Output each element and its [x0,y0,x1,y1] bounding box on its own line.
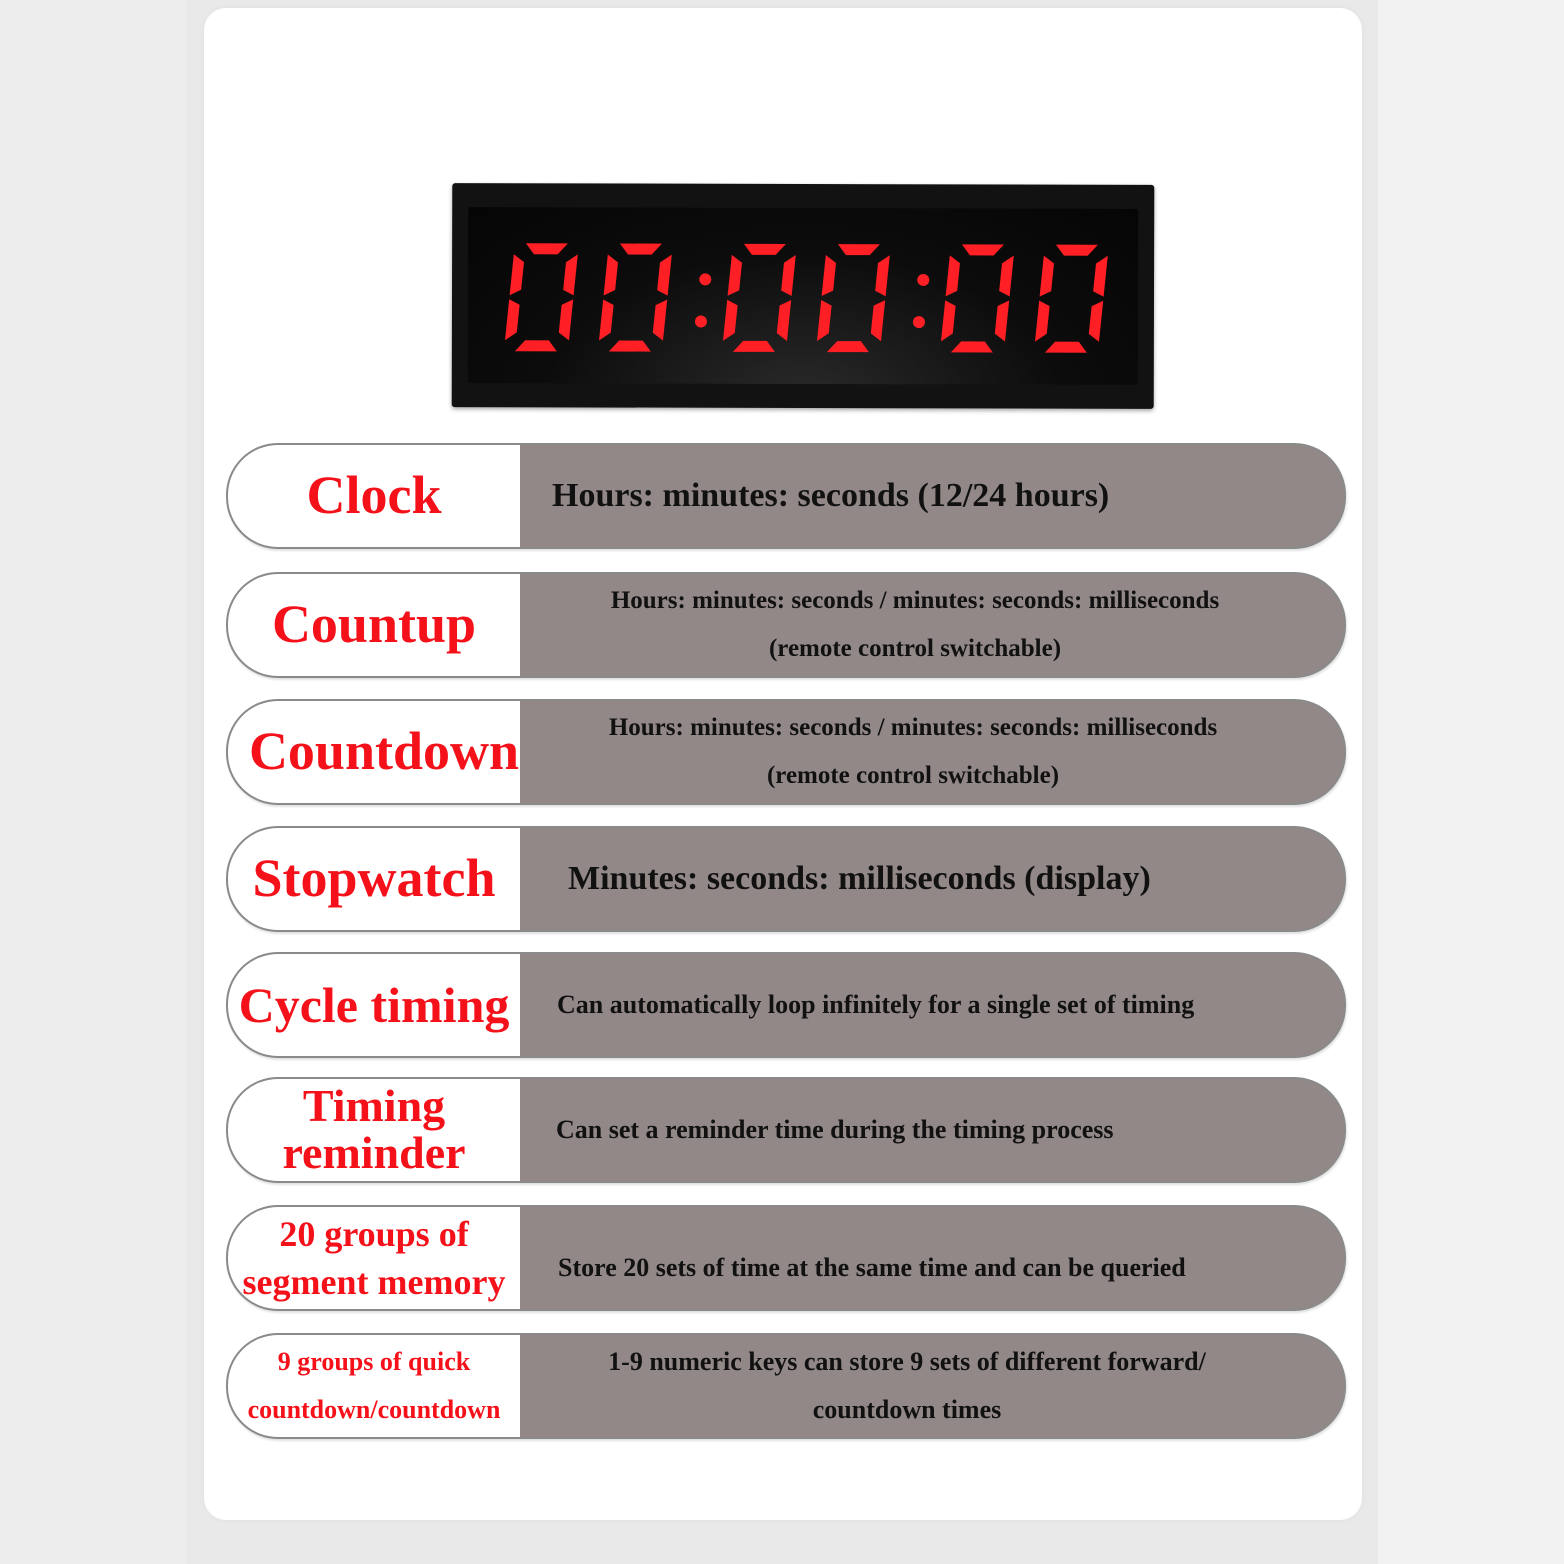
led-segment [1035,301,1050,342]
feature-row-segment-memory [226,1205,1346,1311]
feature-name: Cycle timing [238,976,510,1033]
led-segment [1045,342,1087,353]
led-segment [723,300,738,341]
feature-name-line: 9 groups of quick [277,1347,471,1376]
led-digit [723,244,796,352]
feature-name: Stopwatch [252,848,496,909]
colon-dot [699,273,711,285]
led-segment [599,299,614,340]
led-segment [1040,256,1054,297]
feature-name-line: 20 groups of [279,1214,469,1254]
feature-name-box [228,828,520,930]
led-segment [999,256,1014,297]
colon-dot [913,316,925,328]
led-segment [838,244,880,255]
feature-name: Countdown [248,721,520,782]
led-segment [871,300,885,341]
feature-description-text: Store 20 sets of time at the same time and can be queried [558,1253,1186,1282]
feature-name: Countup [271,594,477,655]
led-digit [1035,245,1108,353]
led-digit [599,243,672,351]
feature-name-box [228,574,520,676]
led-segment [657,255,672,296]
feature-pill [226,1077,1346,1183]
feature-description [520,701,1344,803]
led-segment [822,255,836,296]
led-digit [505,243,578,351]
feature-description-line: 1-9 numeric keys can store 9 sets of different forward/ [608,1347,1206,1376]
feature-name-line: countdown/countdown [247,1395,501,1424]
led-segment [515,340,557,351]
colon-dot [917,274,929,286]
led-segment [563,254,578,295]
colon-dot [695,315,707,327]
led-segment [781,255,796,296]
feature-description-line: Hours: minutes: seconds / minutes: seconds: milliseconds [610,587,1220,614]
background-left [0,0,186,1564]
feature-description-line: countdown times [812,1395,1002,1424]
led-segment [510,254,524,295]
feature-description-line: (remote control switchable) [766,762,1060,789]
led-segment [777,300,791,341]
led-segment [995,301,1009,342]
led-segment [1093,256,1108,297]
feature-name: Clock [306,465,442,526]
feature-description-text: Can automatically loop infinitely for a single set of timing [557,990,1195,1019]
feature-row-quick-countdown [226,1333,1346,1439]
feature-row-timing-reminder [226,1077,1346,1183]
feature-pill [226,699,1346,805]
feature-description [520,954,1344,1056]
led-segment [559,299,573,340]
feature-description [520,1079,1344,1181]
feature-description [520,1207,1344,1309]
feature-description-line: (remote control switchable) [768,635,1062,662]
feature-row-clock [226,443,1346,549]
feature-description-line: Hours: minutes: seconds / minutes: seconds: milliseconds [608,714,1218,741]
led-segment [875,255,890,296]
led-digit [941,244,1014,352]
feature-pill [226,826,1346,932]
led-segment [946,255,960,296]
feature-name-line: reminder [282,1127,466,1178]
feature-pill [226,443,1346,549]
feature-pill [226,572,1346,678]
led-segment [604,254,618,295]
feature-name-box [228,1335,520,1437]
feature-description-text: Minutes: seconds: milliseconds (display) [568,860,1151,897]
led-segment [609,340,651,351]
feature-description [520,828,1344,930]
feature-pill [226,952,1346,1058]
led-segment [1056,245,1098,256]
feature-row-countdown [226,699,1346,805]
feature-description [520,1335,1344,1437]
feature-description [520,445,1344,547]
led-segment [653,300,667,341]
feature-name-line: Timing [302,1080,446,1132]
feature-name-box [228,1079,520,1181]
feature-row-countup [226,572,1346,678]
feature-row-stopwatch [226,826,1346,932]
led-segment [620,244,662,255]
feature-pill [226,1205,1346,1311]
feature-name-box [228,701,520,803]
feature-name-box [228,1207,520,1309]
led-segment [733,341,775,352]
led-segment [1089,301,1103,342]
feature-description-text: Can set a reminder time during the timing process [556,1115,1114,1144]
feature-description-text: Hours: minutes: seconds (12/24 hours) [552,477,1110,514]
feature-name-line: segment memory [242,1262,506,1302]
led-digit [817,244,890,352]
led-segment [951,341,993,352]
feature-pill [226,1333,1346,1439]
feature-name-box [228,445,520,547]
led-segment [827,341,869,352]
led-segment [817,300,832,341]
led-segment [744,244,786,255]
led-segment [526,243,568,254]
led-segment [941,300,956,341]
led-segment [962,244,1004,255]
led-digits [452,183,1155,409]
led-segment [505,299,520,340]
feature-description [520,574,1344,676]
feature-row-cycle-timing [226,952,1346,1058]
feature-name-box [228,954,520,1056]
led-segment [728,255,742,296]
led-timer-display [452,183,1155,409]
